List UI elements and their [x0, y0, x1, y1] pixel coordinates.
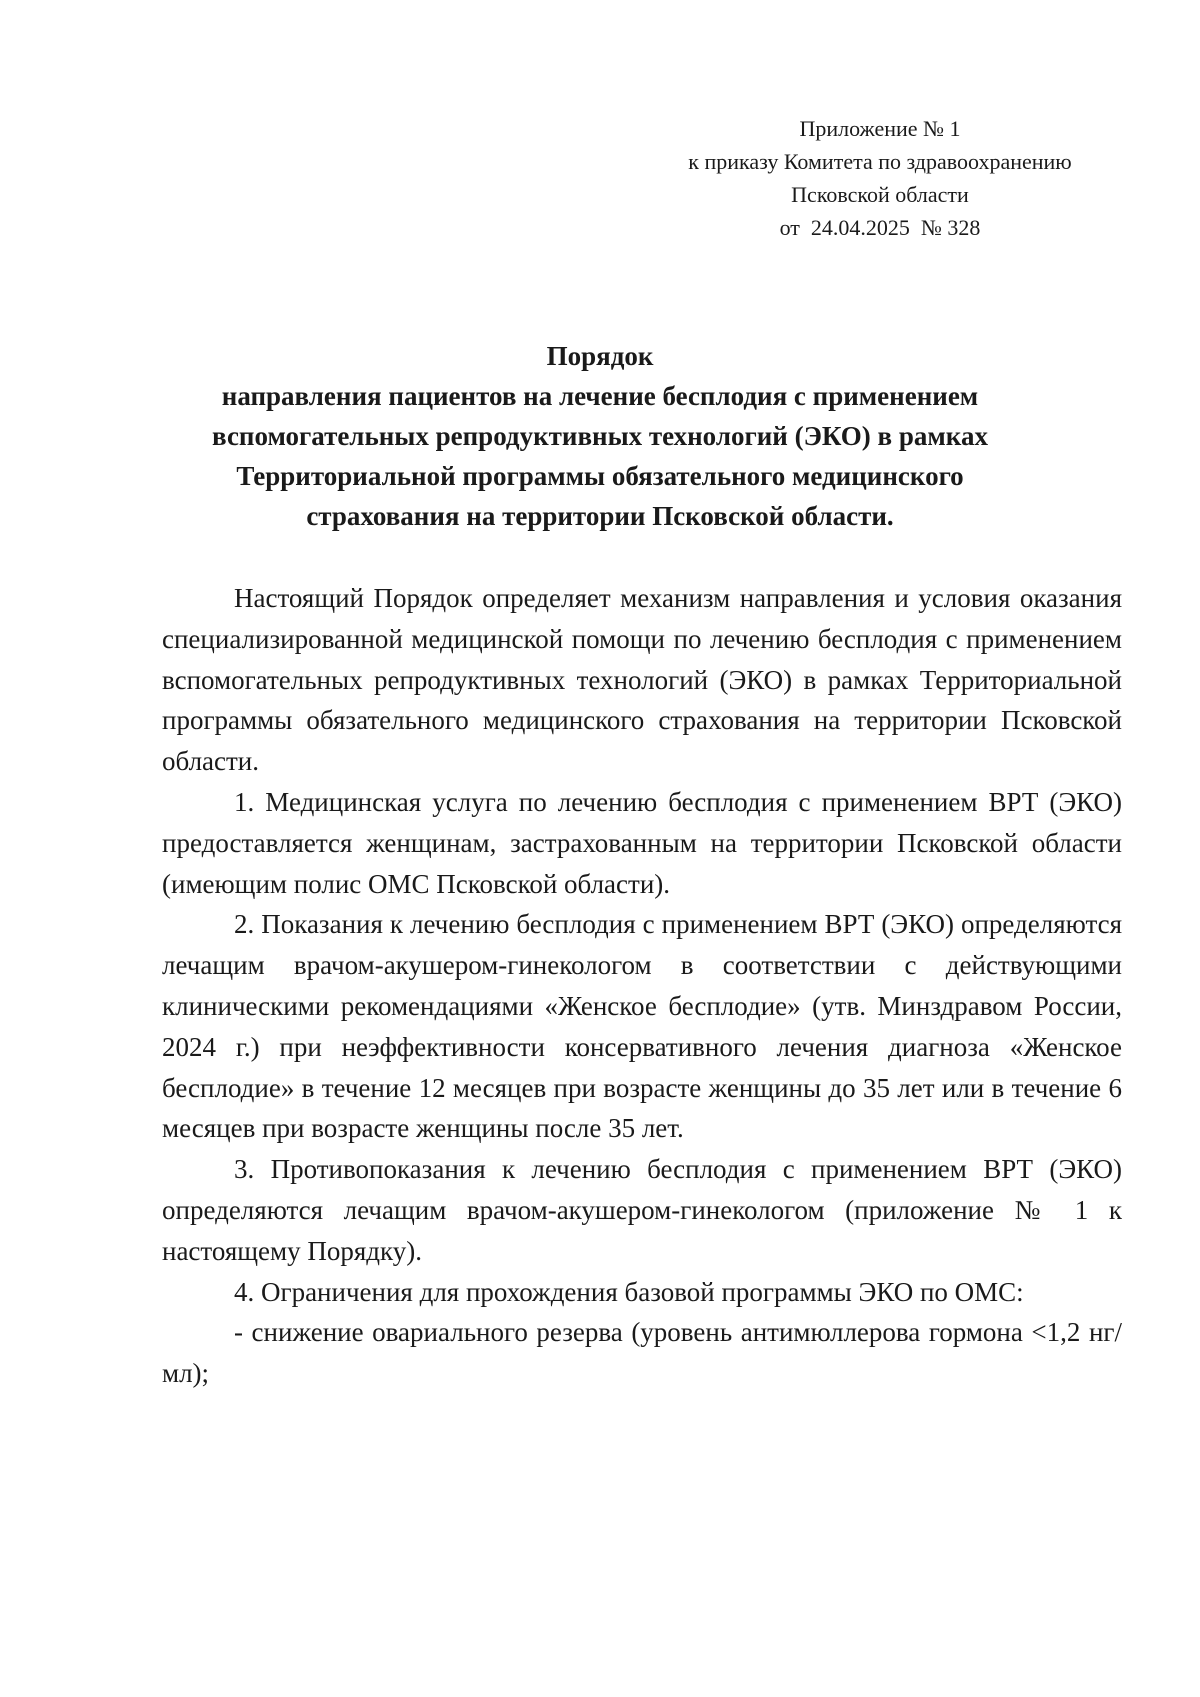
appendix-order-reference: к приказу Комитета по здравоохранению [688, 149, 1072, 174]
clause-4-item: - снижение овариального резерва (уровень антимюллерова гормона <1,2 нг/мл); [162, 1317, 1122, 1389]
title-line: вспомогательных репродуктивных технологий (ЭКО) в рамках [212, 421, 988, 451]
document-body [162, 578, 1122, 1394]
clause-3: 3. Противопоказания к лечению бесплодия с применением ВРТ (ЭКО) определяются лечащим врачом-акушером-гинекологом (приложение № 1 к настоящему Порядку). [162, 1154, 1122, 1266]
intro-paragraph: Настоящий Порядок определяет механизм направления и условия оказания специализированной медицинской помощи по лечению бесплодия с применением вспомогательных репродуктивных технологий (ЭКО) в рамках Территориальной программы обязательного медицинского страхования на территории Псковской области. [162, 583, 1122, 777]
appendix-number: Приложение № 1 [799, 116, 961, 141]
document-title [150, 336, 1050, 536]
title-line: направления пациентов на лечение бесплодия с применением [221, 381, 979, 411]
clause-1: 1. Медицинская услуга по лечению бесплодия с применением ВРТ (ЭКО) предоставляется женщинам, застрахованным на территории Псковской области (имеющим полис ОМС Псковской области). [162, 786, 1122, 899]
appendix-date-number: от 24.04.2025 № 328 [779, 215, 981, 240]
appendix-header [660, 112, 1100, 244]
title-line: страхования на территории Псковской области. [306, 501, 894, 531]
clause-4: 4. Ограничения для прохождения базовой программы ЭКО по ОМС: [234, 1276, 1024, 1307]
title-line: Порядок [546, 341, 654, 371]
clause-2: 2. Показания к лечению бесплодия с применением ВРТ (ЭКО) определяются лечащим врачом-акушером-гинекологом в соответствии с действующими клиническими рекомендациями «Женское бесплодие» (утв. Минздравом России, 2024 г.) при неэффективности консервативного лечения диагноза «Женское бесплодие» в течение 12 месяцев при возрасте женщины до 35 лет или в течение 6 месяцев при возрасте женщины после 35 лет. [162, 909, 1122, 1144]
title-line: Территориальной программы обязательного медицинского [236, 461, 964, 491]
appendix-region: Псковской области [791, 182, 969, 207]
